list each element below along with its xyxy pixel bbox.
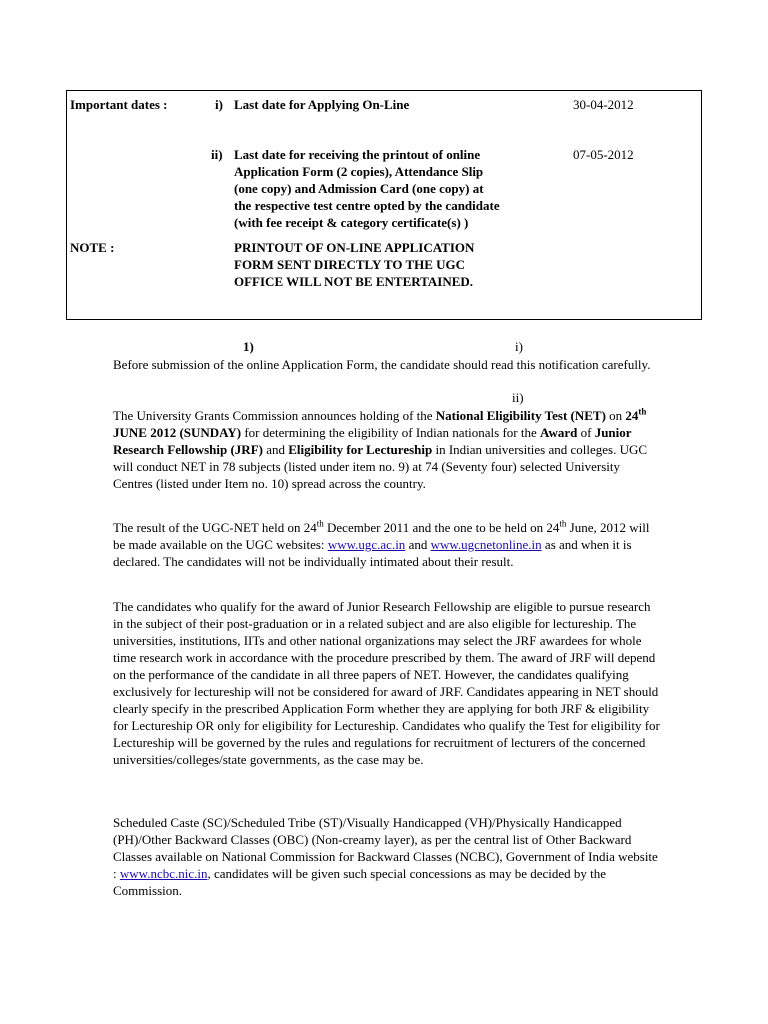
- text-span: , candidates will be given such special concessions as may be decided by the Commission.: [113, 866, 607, 898]
- text-span: and: [405, 537, 431, 552]
- row2-description-line: (one copy) and Admission Card (one copy) at: [234, 181, 484, 196]
- net-announcement-paragraph: [113, 407, 661, 492]
- reserved-categories-paragraph: [113, 814, 661, 899]
- text-span: for determining the eligibility of Indian nationals for the: [241, 425, 541, 440]
- text-span: The University Grants Commission announces holding of the: [113, 408, 436, 423]
- text-span: in Indian universities and colleges. UGC will conduct NET in 78 subjects (listed under item no. 9) at 74 (Seventy four) selected University Centres (listed under Item no. 10) spread across the country.: [113, 442, 648, 491]
- text-span: The result of the UGC-NET held on 24: [113, 520, 317, 535]
- row2-description: [234, 146, 564, 231]
- exam-day: 24: [625, 408, 639, 423]
- ncbc-website-link[interactable]: www.ncbc.nic.in: [119, 866, 208, 881]
- intro-paragraph: Before submission of the online Application Form, the candidate should read this notification carefully.: [113, 357, 651, 372]
- row2-description-line: Last date for receiving the printout of online: [234, 147, 481, 162]
- ordinal-suffix: th: [638, 406, 647, 417]
- row2-number: ii): [211, 147, 223, 162]
- text-span: of: [577, 425, 595, 440]
- note-line: PRINTOUT OF ON-LINE APPLICATION: [234, 240, 475, 255]
- award-term: Award: [540, 425, 578, 440]
- exam-month-year: JUNE 2012 (SUNDAY): [113, 425, 242, 440]
- ordinal-suffix: th: [316, 518, 324, 529]
- ugcnetonline-website-link[interactable]: www.ugcnetonline.in: [430, 537, 542, 552]
- row1-description: Last date for Applying On-Line: [234, 97, 410, 112]
- row2-description-line: Application Form (2 copies), Attendance Slip: [234, 164, 484, 179]
- text-span: on: [605, 408, 626, 423]
- important-dates-heading: Important dates :: [70, 97, 168, 112]
- row2-description-line: (with fee receipt & category certificate(s) ): [234, 215, 469, 230]
- result-paragraph: [113, 519, 661, 570]
- text-span: Scheduled Caste (SC)/Scheduled Tribe (ST)/Visually Handicapped (VH)/Physically Handicapped (PH)/Other Backward Classes (OBC) (Non-creamy layer), as per the central list of Other Backward Classes available on National Commission for Backward Classes (NCBC), Government of India website :: [113, 815, 658, 881]
- section-marker-i: i): [515, 339, 523, 354]
- row2-description-line: the respective test centre opted by the candidate: [234, 198, 500, 213]
- note-line: FORM SENT DIRECTLY TO THE UGC: [234, 257, 466, 272]
- ordinal-suffix: th: [559, 518, 567, 529]
- note-line: OFFICE WILL NOT BE ENTERTAINED.: [234, 274, 474, 289]
- text-span: June, 2012 will be made available on the UGC websites:: [113, 520, 650, 552]
- ugc-website-link[interactable]: www.ugc.ac.in: [327, 537, 406, 552]
- row2-date: 07-05-2012: [573, 147, 634, 162]
- lectureship-term: Eligibility for Lectureship: [288, 442, 433, 457]
- jrf-paragraph: The candidates who qualify for the award of Junior Research Fellowship are eligible to pursue research in the subject of their post-graduation or in a related subject and are also eligible for lectureship. The universities, institutions, IITs and other national organizations may select the JRF awardees for whole time research work in accordance with the procedure prescribed by them. The award of JRF will depend on the performance of the candidate in all three papers of NET. However, the candidates qualifying exclusively for lectureship will not be considered for award of JRF. Candidates appearing in NET should clearly specify in the prescribed Application Form whether they are applying for both JRF & eligibility for Lectureship OR only for eligibility for Lectureship. Candidates who qualify the Test for eligibility for Lectureship will be governed by the rules and regulations for recruitment of lecturers of the concerned universities/colleges/state governments, as the case may be.: [113, 599, 660, 767]
- note-label: NOTE :: [70, 240, 115, 255]
- note-text: [234, 239, 564, 290]
- text-span: December 2011 and the one to be held on 24: [323, 520, 560, 535]
- section-marker-1: 1): [243, 339, 254, 354]
- section-marker-ii: ii): [512, 390, 524, 405]
- net-name: National Eligibility Test (NET): [435, 408, 606, 423]
- row1-number: i): [215, 97, 223, 112]
- text-span: and: [262, 442, 289, 457]
- jrf-term: Junior Research Fellowship (JRF): [113, 425, 632, 457]
- text-span: as and when it is declared. The candidates will not be individually intimated about their result.: [113, 537, 632, 569]
- row1-date: 30-04-2012: [573, 97, 634, 112]
